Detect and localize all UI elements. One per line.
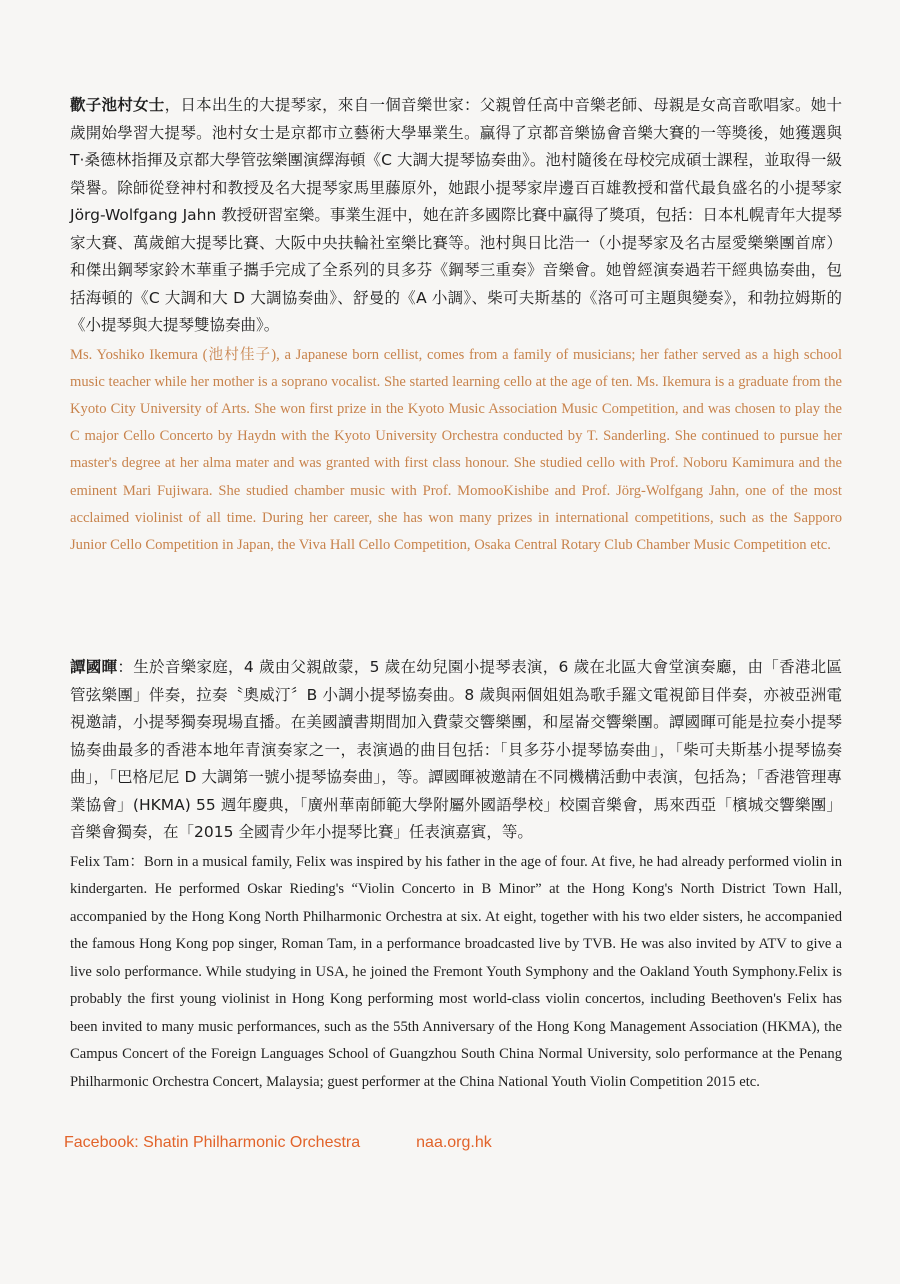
bio-chinese-text: ：生於音樂家庭，4 歲由父親啟蒙，5 歲在幼兒園小提琴表演，6 歲在北區大會堂演奏廳，由「香港北區管弦樂團」伴奏，拉奏〝奧威汀〞B 小調小提琴協奏曲。8 歲與兩個姐姐為歌手羅文電視節目伴奏，亦被亞洲電視邀請，小提琴獨奏現場直播。在美國讀書期間加入費蒙交響樂團，和屋崙交響樂團。譚國暉可能是拉奏小提琴協奏曲最多的香港本地年青演奏家之一，表演過的曲目包括：「貝多芬小提琴協奏曲」，「柴可夫斯基小提琴協奏曲」，「巴格尼尼 D 大調第一號小提琴協奏曲」，等。譚國暉被邀請在不同機構活動中表演，包括為；「香港管理專業協會」(HKMA) 55 週年慶典，「廣州華南師範大學附屬外國語學校」校園音樂會，馬來西亞「檳城交響樂團」音樂會獨奏，在「2015 全國青少年小提琴比賽」任表演嘉賓，等。 [70,658,842,841]
bio-felix-tam [70,654,842,1096]
bio-chinese-paragraph [70,654,842,847]
bio-yoshiko-ikemura [70,92,842,559]
bio-english-paragraph: Felix Tam：Born in a musical family, Felix was inspired by his father in the age of four. At five, he had already performed violin in kindergarten. He performed Oskar Rieding's “Violin Concerto in B Minor” at the Hong Kong's North District Town Hall, accompanied by the Hong Kong North Philharmonic Orchestra at six. At eight, together with his two elder sisters, he accompanied the famous Hong Kong pop singer, Roman Tam, in a performance broadcasted live by TVB. He was also invited by ATV to give a live solo performance. While studying in USA, he joined the Fremont Youth Symphony and the Oakland Youth Symphony.Felix is probably the first young violinist in Hong Kong performing most world-class violin concertos, including Beethoven's Felix has been invited to many music performances, such as the 55th Anniversary of the Hong Kong Management Association (HKMA), the Campus Concert of the Foreign Languages School of Guangzhou South China Normal University, solo performance at the Penang Philharmonic Orchestra Concert, Malaysia; guest performer at the China National Youth Violin Competition 2015 etc. [70,853,842,1090]
facebook-link[interactable]: Facebook: Shatin Philharmonic Orchestra [64,1134,361,1151]
bio-name-chinese: 歡子池村女士 [70,96,165,114]
bio-english-paragraph: Ms. Yoshiko Ikemura (池村佳子), a Japanese born cellist, comes from a family of musicians; her father served as a high school music teacher while her mother is a soprano vocalist. She started learning cello at the age of ten. Ms. Ikemura is a graduate from the Kyoto City University of Arts. She won first prize in the Kyoto Music Association Music Competition, and was chosen to play the C major Cello Concerto by Haydn with the Kyoto University Orchestra conducted by T. Sanderling. She continued to pursue her master's degree at her alma mater and was granted with first class honour. She studied cello with Prof. Noboru Kamimura and the eminent Mari Fujiwara. She studied chamber music with Prof. MomooKishibe and Prof. Jörg-Wolfgang Jahn, one of the most acclaimed violinist of all time. During her career, she has won many prizes in international competitions, such as the Sapporo Junior Cello Competition in Japan, the Viva Hall Cello Competition, Osaka Central Rotary Club Chamber Music Competition etc. [70,346,842,553]
bio-chinese-paragraph [70,92,842,340]
bio-chinese-text: ，日本出生的大提琴家，來自一個音樂世家：父親曾任高中音樂老師、母親是女高音歌唱家。她十歲開始學習大提琴。池村女士是京都市立藝術大學畢業生。贏得了京都音樂協會音樂大賽的一等獎後，她獲選與 T·桑德林指揮及京都大學管弦樂團演繹海頓《C 大調大提琴協奏曲》。池村隨後在母校完成碩士課程，並取得一級榮譽。除師從登神村和教授及名大提琴家馬里藤原外，她跟小提琴家岸邊百百雄教授和當代最負盛名的小提琴家 Jörg-Wolfgang Jahn 教授研習室樂。事業生涯中，她在許多國際比賽中贏得了獎項，包括：日本札幌青年大提琴家大賽、萬歲館大提琴比賽、大阪中央扶輪社室樂比賽等。池村與日比浩一（小提琴家及名古屋愛樂樂團首席）和傑出鋼琴家鈴木華重子攜手完成了全系列的貝多芬《鋼琴三重奏》音樂會。她曾經演奏過若干經典協奏曲，包括海頓的《C 大調和大 D 大調協奏曲》、舒曼的《A 小調》、柴可夫斯基的《洛可可主題與變奏》，和勃拉姆斯的《小提琴與大提琴雙協奏曲》。 [70,96,842,334]
website-link[interactable]: naa.org.hk [416,1134,492,1151]
bio-name-chinese: 譚國暉 [70,658,118,676]
footer-links [64,1134,492,1152]
